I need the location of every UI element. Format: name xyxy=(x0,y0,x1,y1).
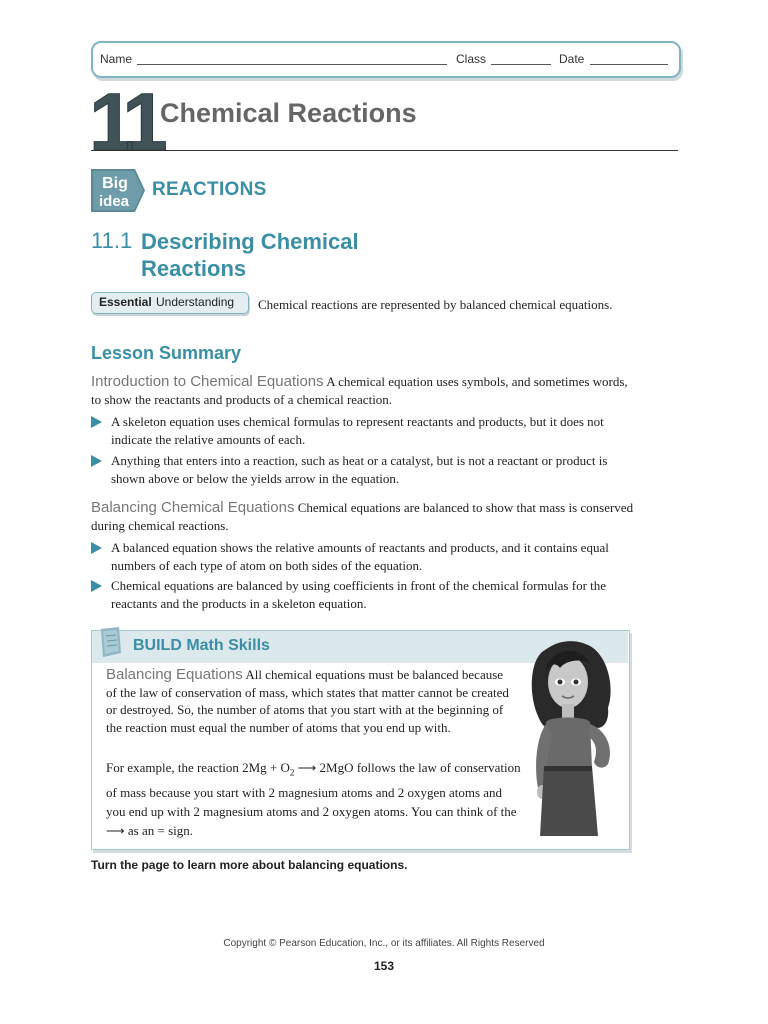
class-label: Class xyxy=(456,52,487,66)
name-class-date-box xyxy=(91,41,681,78)
lesson-summary-heading: Lesson Summary xyxy=(91,343,242,363)
date-label: Date xyxy=(559,52,585,66)
section-title: Describing Chemical Reactions xyxy=(141,229,359,281)
big-idea-badge xyxy=(91,169,145,212)
chapter-number: 11 xyxy=(89,77,160,168)
essential-understanding-text: Chemical reactions are represented by balanced chemical equations. xyxy=(258,297,613,312)
copyright-notice: Copyright © Pearson Education, Inc., or its affiliates. All Rights Reserved xyxy=(223,938,545,949)
balancing-equations-text: All chemical equations must be balanced because of the law of conservation of mass, which states that matter cannot be created or destroyed. So, the number of atoms that you start with at the beginning of the reaction must equal the number of atoms that you end up with. xyxy=(106,667,509,735)
balancing-bullet-2-text: Chemical equations are balanced by using coefficients in front of the chemical formulas for the reactants and the products in a skeleton equation. xyxy=(111,578,607,611)
bullet-arrow-icon xyxy=(91,542,102,554)
balancing-bullet-1 xyxy=(111,539,621,574)
balancing-equations-lead: Balancing Equations xyxy=(106,666,243,683)
balancing-bullet-2 xyxy=(111,577,621,612)
pencil-icon xyxy=(97,627,123,659)
bullet-arrow-icon xyxy=(91,455,102,467)
big-idea-label: REACTIONS xyxy=(152,179,267,200)
example-text-a: For example, the reaction 2Mg + O xyxy=(106,760,290,775)
bullet-arrow-icon xyxy=(91,416,102,428)
chapter-title: Chemical Reactions xyxy=(160,98,417,128)
bullet-arrow-icon xyxy=(91,580,102,592)
example-subscript: 2 xyxy=(289,767,295,778)
big-idea-badge-line2: idea xyxy=(98,193,130,210)
section-number: 11.1 xyxy=(91,228,133,253)
name-label: Name xyxy=(100,52,133,66)
intro-text: A chemical equation uses symbols, and sometimes words, to show the reactants and products of a chemical reaction. xyxy=(91,374,628,407)
essential-understanding-badge xyxy=(91,292,249,314)
intro-bullet-2 xyxy=(111,452,621,487)
build-math-skills-title: BUILD Math Skills xyxy=(133,637,270,654)
intro-bullet-2-text: Anything that enters into a reaction, such as heat or a catalyst, but is not a reactant or product is shown above or below the yields arrow in the equation. xyxy=(111,453,608,486)
date-field-line[interactable] xyxy=(590,64,668,65)
essential-label: Essential xyxy=(99,295,152,309)
intro-lead: Introduction to Chemical Equations xyxy=(91,373,324,390)
yields-arrow-symbol: ⟶ xyxy=(106,822,125,838)
intro-paragraph xyxy=(91,373,631,408)
class-field-line[interactable] xyxy=(491,64,551,65)
name-field-line[interactable] xyxy=(137,64,447,65)
title-rule xyxy=(91,150,678,151)
intro-bullet-1 xyxy=(111,413,621,448)
intro-bullet-1-text: A skeleton equation uses chemical formulas to represent reactants and products, but it does not indicate the relative amounts of each. xyxy=(111,414,604,447)
example-paragraph xyxy=(106,758,524,840)
balancing-lead: Balancing Chemical Equations xyxy=(91,499,295,516)
turn-page-note: Turn the page to learn more about balancing equations. xyxy=(91,858,408,872)
understanding-label: Understanding xyxy=(156,295,235,309)
balancing-bullet-1-text: A balanced equation shows the relative amounts of reactants and products, and it contains equal numbers of each type of atom on both sides of the equation. xyxy=(111,540,609,573)
balancing-paragraph xyxy=(91,499,651,534)
balancing-equations-paragraph xyxy=(106,666,516,736)
big-idea-badge-line1: Big xyxy=(102,175,128,192)
example-text-c: as an = sign. xyxy=(124,822,193,838)
balancing-text: Chemical equations are balanced to show that mass is conserved during chemical reactions. xyxy=(91,500,634,533)
example-text-b: ⟶ 2MgO follows the law of conservation of mass because you start with 2 magnesium atoms and 2 oxygen atoms and you end up with 2 magnesium atoms and 2 oxygen atoms. You can think of the xyxy=(106,760,521,819)
student-character-illustration xyxy=(520,638,630,838)
page-number: 153 xyxy=(373,959,395,973)
